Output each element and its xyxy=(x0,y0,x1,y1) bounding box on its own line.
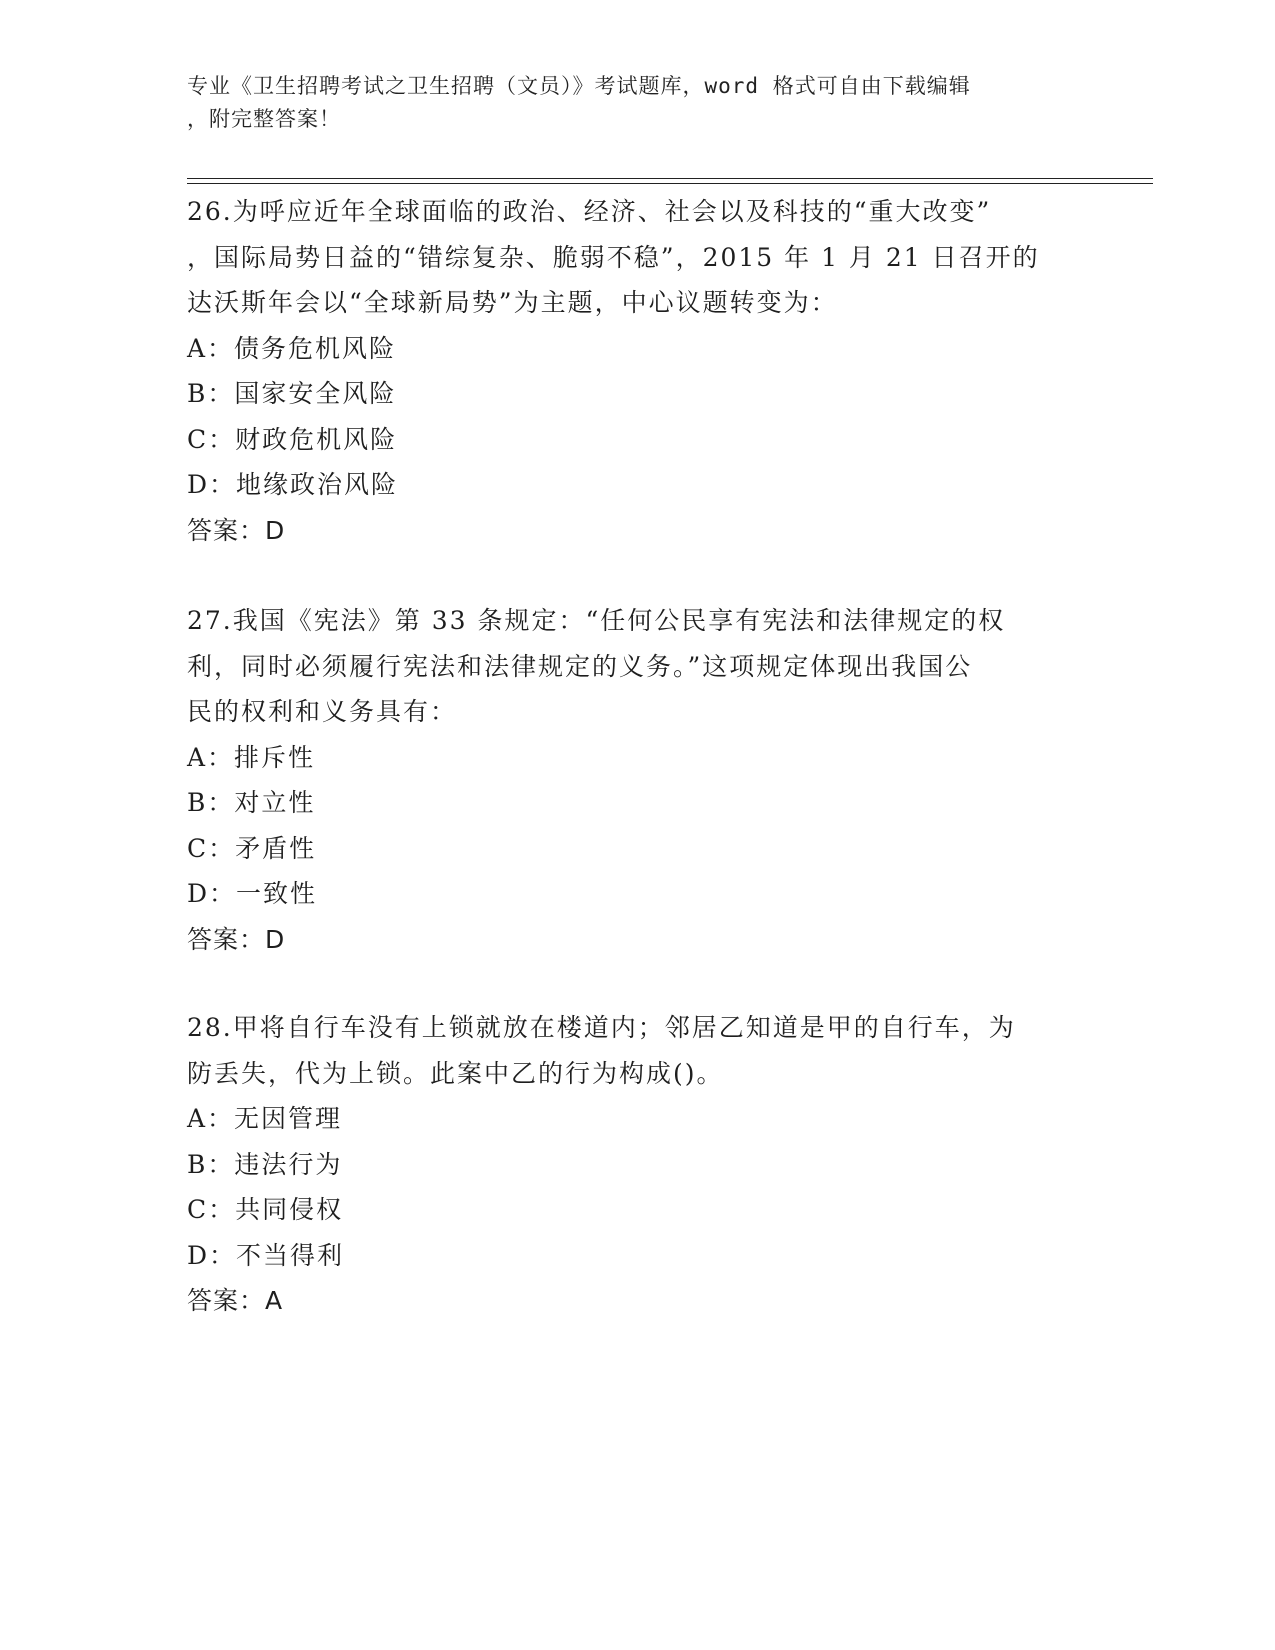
question-stem-line: 利，同时必须履行宪法和法律规定的义务。”这项规定体现出我国公 xyxy=(187,651,973,681)
header-divider-bottom xyxy=(187,183,1153,184)
option-b: B：国家安全风险 xyxy=(187,379,397,408)
header-line: 专业《卫生招聘考试之卫生招聘（文员）》考试题库，word 格式可自由下载编辑 xyxy=(187,74,971,98)
answer-line: 答案：D xyxy=(187,515,286,545)
answer-line: 答案：A xyxy=(187,1286,284,1315)
option-c: C：财政危机风险 xyxy=(187,424,398,454)
header-divider-top xyxy=(187,178,1153,179)
option-c: C：矛盾性 xyxy=(187,833,317,863)
option-a: A：无因管理 xyxy=(187,1104,343,1133)
question-28 xyxy=(187,1005,1087,1324)
question-27 xyxy=(187,598,1087,962)
option-a: A：排斥性 xyxy=(187,742,316,772)
answer-line: 答案：D xyxy=(187,924,286,954)
option-a: A：债务危机风险 xyxy=(187,333,397,363)
question-stem-line: 民的权利和义务具有： xyxy=(187,697,458,726)
header-line: ，附完整答案！ xyxy=(187,107,341,131)
option-d: D：一致性 xyxy=(187,879,318,908)
option-b: B：对立性 xyxy=(187,788,316,817)
option-d: D：不当得利 xyxy=(187,1240,345,1270)
document-header xyxy=(187,70,1067,136)
option-d: D：地缘政治风险 xyxy=(187,470,399,499)
question-stem-line: 28.甲将自行车没有上锁就放在楼道内；邻居乙知道是甲的自行车，为 xyxy=(187,1013,1016,1042)
question-stem-line: ，国际局势日益的“错综复杂、脆弱不稳”，2015 年 1 月 21 日召开的 xyxy=(187,242,1040,272)
question-stem-line: 防丢失，代为上锁。此案中乙的行为构成()。 xyxy=(187,1058,724,1088)
option-b: B：违法行为 xyxy=(187,1149,343,1179)
option-c: C：共同侵权 xyxy=(187,1195,344,1224)
question-stem-line: 达沃斯年会以“全球新局势”为主题，中心议题转变为： xyxy=(187,288,838,317)
question-26 xyxy=(187,189,1087,553)
question-stem-line: 26.为呼应近年全球面临的政治、经济、社会以及科技的“重大改变” xyxy=(187,197,992,226)
question-stem-line: 27.我国《宪法》第 33 条规定：“任何公民享有宪法和法律规定的权 xyxy=(187,606,1006,635)
